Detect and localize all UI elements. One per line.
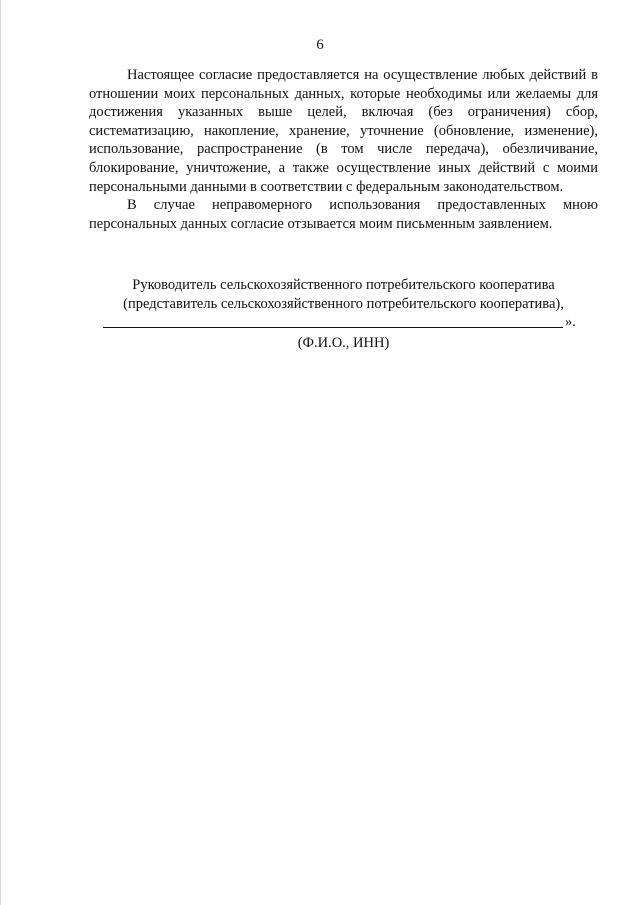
signature-caption: (Ф.И.О., ИНН) bbox=[297, 335, 390, 352]
signatory-representative: (представитель сельскохозяйственного потребительского кооператива), bbox=[123, 295, 564, 312]
signatory-title: Руководитель сельскохозяйственного потребительского кооператива bbox=[132, 277, 555, 293]
signature-block bbox=[89, 276, 598, 353]
page-number: 6 bbox=[316, 37, 324, 53]
signature-closing-quote: ». bbox=[565, 314, 576, 331]
document-body bbox=[89, 66, 598, 233]
signature-line-row bbox=[89, 313, 598, 334]
page-left-edge bbox=[0, 0, 1, 905]
consent-revocation-paragraph: В случае неправомерного использования предоставленных мною персональных данных согласие отзывается моим письменным заявлением. bbox=[89, 197, 598, 232]
signature-underline bbox=[103, 327, 563, 328]
consent-scope-paragraph: Настоящее согласие предоставляется на осуществление любых действий в отношении моих персональных данных, которые необходимы или желаемы для достижения указанных выше целей, включая (без ограничения) сбор, систематизацию, накопление, хранение, уточнение (обновление, изменение), использование, распространение (в том числе передача), обезличивание, блокирование, уничтожение, а также осуществление иных действий с моими персональными данными в соответствии с федеральным законодательством. bbox=[89, 67, 598, 195]
